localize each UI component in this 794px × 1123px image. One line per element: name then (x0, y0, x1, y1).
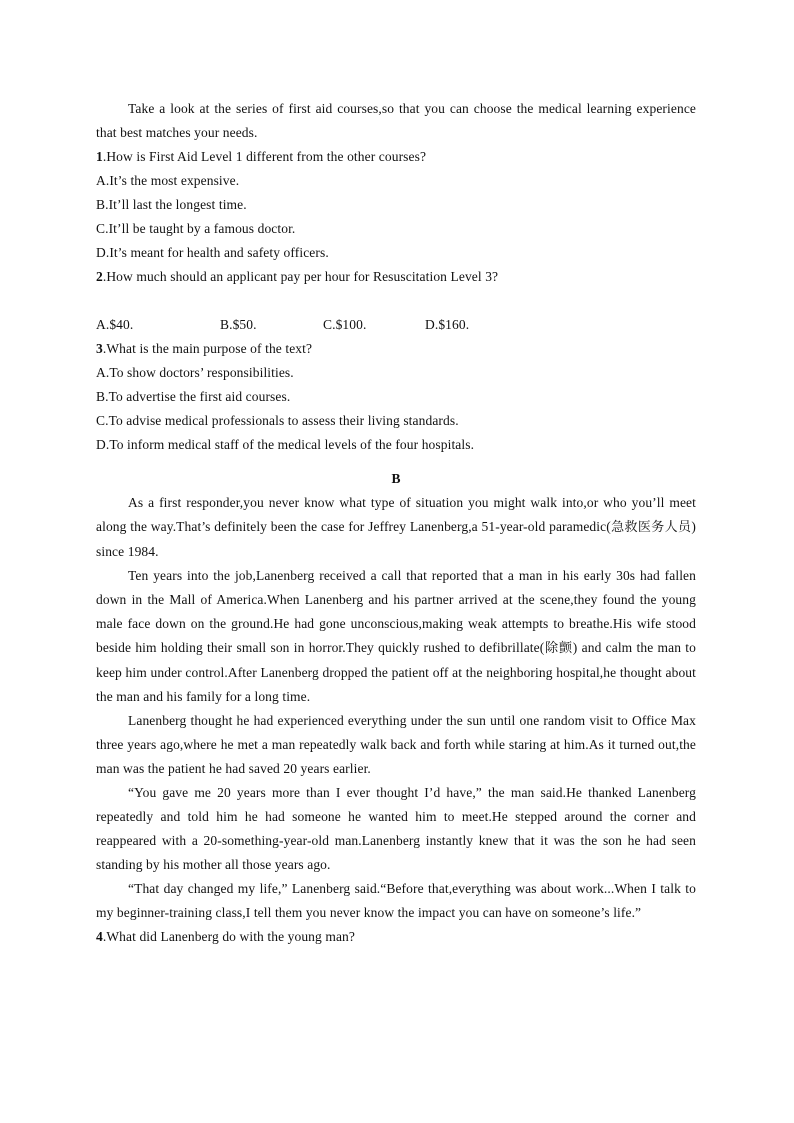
blank-line (96, 289, 696, 313)
question-4 (96, 925, 696, 949)
intro-paragraph: Take a look at the series of first aid courses,so that you can choose the medical learning experience that best matches your needs. (96, 101, 696, 140)
passage-paragraph-2 (96, 564, 696, 709)
option-b: B.$50. (220, 317, 257, 332)
passage-paragraph-3: Lanenberg thought he had experienced everything under the sun until one random visit to Office Max three years ago,where he met a man repeatedly walk back and forth while staring at him.As it turned out,the man was the patient he had saved 20 years earlier. (96, 713, 696, 776)
question-2 (96, 265, 696, 289)
question-text: .What did Lanenberg do with the young man? (102, 929, 355, 944)
chinese-gloss: 除颤 (544, 641, 573, 656)
section-title: B (391, 471, 401, 486)
question-number: 4 (96, 929, 103, 944)
passage-paragraph-1 (96, 491, 696, 564)
document-page (96, 97, 696, 949)
option-a: A.It’s the most expensive. (96, 173, 240, 188)
paragraph-text: ) since 1984. (96, 519, 696, 559)
question-text: .What is the main purpose of the text? (102, 341, 313, 356)
option-b: B.To advertise the first aid courses. (96, 389, 291, 404)
question-text: .How much should an applicant pay per hour for Resuscitation Level 3? (102, 269, 499, 284)
paragraph-text: ) and calm the man to keep him under control.After Lanenberg dropped the patient off at the neighboring hospital,he thought about the man and his family for a long time. (96, 640, 697, 704)
passage-paragraph-4: “You gave me 20 years more than I ever thought I’d have,” the man said.He thanked Lanenberg repeatedly and told him he had someone he wanted him to meet.He stepped around the corner and reappeared with a 20-something-year-old man.Lanenberg instantly knew that it was the son he had seen standing by his mother all those years ago. (96, 785, 696, 872)
option-c: C.To advise medical professionals to assess their living standards. (96, 413, 459, 428)
option-a: A.To show doctors’ responsibilities. (96, 365, 294, 380)
option-d: D.To inform medical staff of the medical levels of the four hospitals. (96, 437, 475, 452)
question-number: 3 (96, 341, 103, 356)
paragraph-text: As a first responder,you never know what type of situation you might walk into,or who you’ll meet along the way.That’s definitely been the case for Jeffrey Lanenberg,a 51-year-old paramedic( (96, 495, 696, 534)
chinese-gloss: 急救医务人员 (610, 520, 692, 535)
passage-paragraph-5: “That day changed my life,” Lanenberg said.“Before that,everything was about work...When I talk to my beginner-training class,I tell them you never know the impact you can have on someone’s life.” (96, 881, 696, 920)
option-c: C.$100. (323, 317, 367, 332)
question-number: 2 (96, 269, 103, 284)
option-d: D.It’s meant for health and safety officers. (96, 245, 329, 260)
option-d: D.$160. (425, 317, 470, 332)
options-row (96, 313, 696, 337)
question-3 (96, 337, 696, 361)
option-c: C.It’ll be taught by a famous doctor. (96, 221, 296, 236)
question-1 (96, 145, 696, 169)
paragraph-text: Ten years into the job,Lanenberg received a call that reported that a man in his early 30s had fallen down in the Mall of America.When Lanenberg and his partner arrived at the scene,they found the young male face down on the ground.He had gone unconscious,making weak attempts to breathe.His wife stood beside him holding their small son in horror.They quickly rushed to defibrillate( (96, 568, 696, 655)
option-b: B.It’ll last the longest time. (96, 197, 247, 212)
question-text: .How is First Aid Level 1 different from the other courses? (102, 149, 427, 164)
option-a: A.$40. (96, 317, 134, 332)
question-number: 1 (96, 149, 103, 164)
